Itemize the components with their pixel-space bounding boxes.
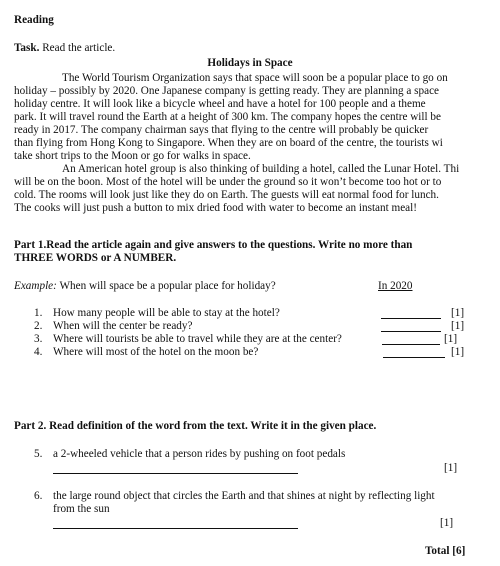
question-text: How many people will be able to stay at the hotel?: [53, 307, 280, 319]
answer-blank[interactable]: [381, 307, 441, 319]
question-mark: [1]: [444, 462, 458, 474]
article-p1-line: holiday – possibly by 2020. One Japanese company is getting ready. They are planning a space: [14, 85, 440, 97]
article-p1-line: The World Tourism Organization says that space will soon be a popular place to go on: [62, 72, 448, 84]
question-number: 3.: [34, 333, 43, 345]
answer-blank[interactable]: [383, 346, 445, 358]
question-mark: [1]: [444, 333, 458, 345]
article-p1-line: ready in 2017. The company chairman says that flying to the centre will probably be quicker: [14, 124, 429, 136]
question-mark: [1]: [451, 346, 465, 358]
article-p2-line: The cooks will just push a button to mix dried food with water to become an instant meal!: [14, 202, 417, 214]
part1-instruction-cont: THREE WORDS or A NUMBER.: [14, 252, 177, 264]
article-p1-line: park. It will travel round the Earth at a height of 300 km. The company hopes the centre will be: [14, 111, 441, 123]
question-number: 1.: [34, 307, 43, 319]
article-p1-line: take short trips to the Moon or go for walks in space.: [14, 150, 251, 162]
example-line: [14, 280, 276, 293]
question-text: When will the center be ready?: [53, 320, 193, 332]
article-p1-line: holiday centre. It will look like a bicycle wheel and have a hotel for 100 people and a theme: [14, 98, 426, 110]
question-number: 6.: [34, 490, 43, 502]
question-number: 2.: [34, 320, 43, 332]
question-text: a 2-wheeled vehicle that a person rides by pushing on foot pedals: [53, 448, 346, 460]
article-p2-line: will be on the boon. Most of the hotel will be under the ground so it won’t become too hot or to: [14, 176, 442, 188]
answer-blank[interactable]: [53, 462, 298, 474]
article-title: Holidays in Space: [207, 57, 293, 69]
task-text: Read the article.: [42, 42, 116, 54]
example-label: Example:: [14, 280, 57, 292]
part2-instruction: Part 2. Read definition of the word from the text. Write it in the given place.: [14, 420, 377, 432]
question-mark: [1]: [451, 307, 465, 319]
question-text-cont: from the sun: [53, 503, 110, 515]
task-label: Task.: [14, 42, 40, 54]
article-p1-line: than flying from Hong Kong to Singapore. When they are on board of the centre, the tourists wi: [14, 137, 443, 149]
article-p2-line: An American hotel group is also thinking of building a hotel, called the Lunar Hotel. Thi: [62, 163, 460, 175]
answer-blank[interactable]: [53, 517, 298, 529]
task-line: [14, 42, 115, 55]
total-score: Total [6]: [425, 545, 466, 557]
question-text: Where will most of the hotel on the moon be?: [53, 346, 259, 358]
question-text: Where will tourists be able to travel while they are at the center?: [53, 333, 342, 345]
question-text: the large round object that circles the Earth and that shines at night by reflecting light: [53, 490, 435, 502]
article-p2-line: cold. The rooms will look just like they do on Earth. The guests will eat normal food for lunch.: [14, 189, 439, 201]
example-answer: In 2020: [378, 280, 413, 292]
question-mark: [1]: [440, 517, 454, 529]
question-mark: [1]: [451, 320, 465, 332]
question-number: 4.: [34, 346, 43, 358]
answer-blank[interactable]: [382, 333, 440, 345]
part1-instruction: Part 1.Read the article again and give answers to the questions. Write no more than: [14, 239, 413, 251]
question-number: 5.: [34, 448, 43, 460]
answer-blank[interactable]: [381, 320, 441, 332]
section-heading: Reading: [14, 14, 54, 26]
example-question: When will space be a popular place for holiday?: [59, 280, 276, 292]
